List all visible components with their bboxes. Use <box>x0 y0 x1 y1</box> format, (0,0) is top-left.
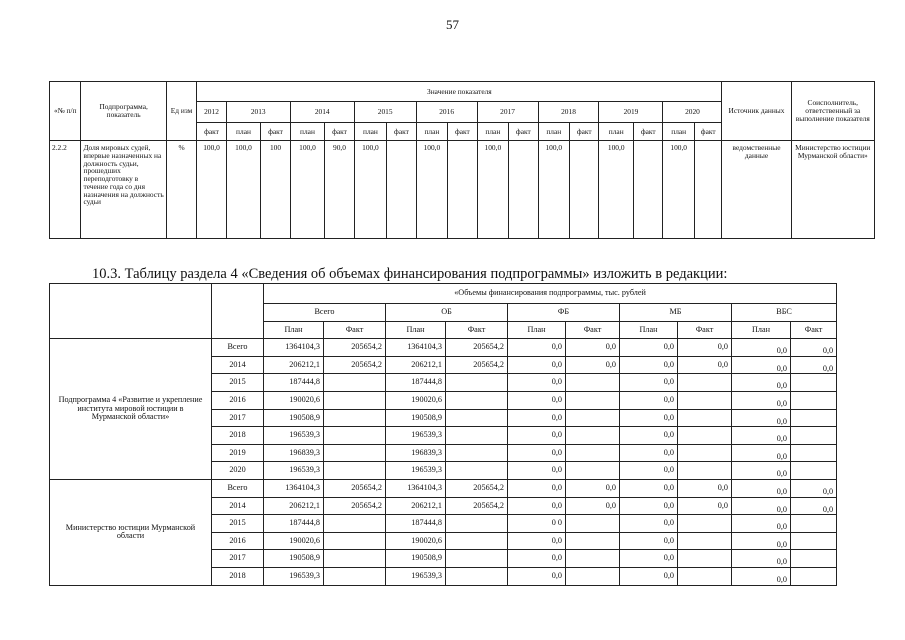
t2-value-cell: 0,0 <box>732 497 791 515</box>
t1-row-value <box>448 141 477 239</box>
t2-value-cell: 0,0 <box>508 339 566 357</box>
t1-fact: факт <box>694 123 722 141</box>
t2-value-cell: 0,0 <box>678 497 732 515</box>
t2-value-cell <box>566 462 620 480</box>
t1-row-value: 100,0 <box>226 141 261 239</box>
t2-value-cell: 190020,6 <box>264 391 324 409</box>
t1-row-value: 100,0 <box>416 141 447 239</box>
t1-fact: факт <box>387 123 416 141</box>
t2-value-cell: 0,0 <box>791 479 837 497</box>
t2-value-cell: 0,0 <box>678 479 732 497</box>
t2-value-cell <box>791 374 837 392</box>
t1-row-value: 90,0 <box>325 141 354 239</box>
t1-row-value: 100,0 <box>663 141 694 239</box>
t2-year-cell: 2016 <box>212 532 264 550</box>
t1-header-num: «№ п/п <box>50 82 81 141</box>
t2-value-cell <box>324 532 386 550</box>
t2-value-cell <box>324 409 386 427</box>
t2-value-cell <box>566 567 620 585</box>
t2-value-cell: 1364104,3 <box>386 339 446 357</box>
t2-year-cell: 2018 <box>212 567 264 585</box>
t2-value-cell: 0,0 <box>508 356 566 374</box>
t2-plan: План <box>264 321 324 339</box>
t2-value-cell <box>678 532 732 550</box>
t1-year: 2018 <box>538 102 599 123</box>
t1-row-executor: Министерство юстиции Мурманской области» <box>791 141 874 239</box>
t2-plan: План <box>386 321 446 339</box>
t2-corner-year <box>212 284 264 339</box>
t2-value-cell: 0,0 <box>732 567 791 585</box>
t2-value-cell: 0,0 <box>732 444 791 462</box>
t1-row-value: 100,0 <box>477 141 508 239</box>
t1-plan: план <box>477 123 508 141</box>
t2-value-cell <box>446 374 508 392</box>
t2-value-cell <box>678 409 732 427</box>
t2-group-mb: МБ <box>620 304 732 322</box>
t1-plan: план <box>663 123 694 141</box>
indicator-table <box>49 81 875 239</box>
t2-value-cell: 0,0 <box>791 497 837 515</box>
financing-table <box>49 283 837 586</box>
t2-value-cell <box>446 515 508 533</box>
t2-value-cell: 206212,1 <box>386 497 446 515</box>
t2-value-cell: 0,0 <box>732 356 791 374</box>
t1-row-unit: % <box>166 141 196 239</box>
t2-fact: Факт <box>566 321 620 339</box>
t1-row-value <box>387 141 416 239</box>
t2-value-cell: 0,0 <box>620 444 678 462</box>
t1-plan: план <box>354 123 387 141</box>
t2-value-cell <box>324 567 386 585</box>
t2-value-cell: 206212,1 <box>264 356 324 374</box>
t2-value-cell: 187444,8 <box>264 515 324 533</box>
t2-value-cell: 0,0 <box>791 356 837 374</box>
t2-value-cell <box>566 532 620 550</box>
t2-value-cell: 0,0 <box>508 391 566 409</box>
t1-row-value: 100,0 <box>599 141 634 239</box>
t2-value-cell: 0,0 <box>620 567 678 585</box>
t2-value-cell: 0,0 <box>620 427 678 445</box>
table-row <box>50 479 837 497</box>
t2-value-cell: 0,0 <box>508 462 566 480</box>
t2-value-cell: 0,0 <box>678 339 732 357</box>
t2-value-cell <box>566 515 620 533</box>
t2-value-cell: 0,0 <box>508 550 566 568</box>
t2-year-cell: 2020 <box>212 462 264 480</box>
t2-value-cell: 196539,3 <box>264 427 324 445</box>
t2-value-cell <box>324 462 386 480</box>
t2-year-cell: 2015 <box>212 515 264 533</box>
t2-value-cell: 187444,8 <box>386 374 446 392</box>
t2-value-cell: 196539,3 <box>264 462 324 480</box>
t2-group-total: Всего <box>264 304 386 322</box>
t2-value-cell <box>324 444 386 462</box>
t2-group-vbs: ВБС <box>732 304 837 322</box>
t2-block-name: Министерство юстиции Мурманской области <box>50 479 212 585</box>
t2-fact: Факт <box>791 321 837 339</box>
t2-value-cell: 196539,3 <box>386 427 446 445</box>
t2-plan: План <box>508 321 566 339</box>
t2-value-cell: 0,0 <box>508 374 566 392</box>
t2-fact: Факт <box>446 321 508 339</box>
t2-value-cell <box>566 374 620 392</box>
t1-row-value <box>694 141 722 239</box>
t2-value-cell: 190020,6 <box>264 532 324 550</box>
t2-value-cell <box>678 374 732 392</box>
t2-value-cell: 0,0 <box>508 497 566 515</box>
t2-value-cell: 0,0 <box>620 339 678 357</box>
t1-header-unit: Ед изм <box>166 82 196 141</box>
t2-value-cell: 190508,9 <box>386 550 446 568</box>
t2-value-cell: 0,0 <box>620 462 678 480</box>
t2-value-cell <box>678 427 732 445</box>
t2-value-cell: 196839,3 <box>386 444 446 462</box>
t1-row-value: 100,0 <box>290 141 325 239</box>
t2-year-cell: 2017 <box>212 409 264 427</box>
t2-value-cell: 190508,9 <box>264 409 324 427</box>
t2-value-cell: 1364104,3 <box>264 339 324 357</box>
t2-value-cell: 0,0 <box>508 532 566 550</box>
t2-value-cell: 196539,3 <box>264 567 324 585</box>
t2-value-cell: 0,0 <box>508 567 566 585</box>
t2-value-cell <box>678 567 732 585</box>
t2-value-cell: 0,0 <box>566 356 620 374</box>
t2-group-fb: ФБ <box>508 304 620 322</box>
t2-value-cell: 0,0 <box>732 479 791 497</box>
t2-value-cell: 187444,8 <box>264 374 324 392</box>
t2-value-cell: 0 0 <box>508 515 566 533</box>
t1-row-value <box>570 141 599 239</box>
t2-value-cell <box>791 567 837 585</box>
t1-row-value <box>634 141 663 239</box>
t2-value-cell: 0,0 <box>620 409 678 427</box>
t2-value-cell <box>566 391 620 409</box>
t2-value-cell <box>446 567 508 585</box>
t2-year-cell: 2018 <box>212 427 264 445</box>
t2-value-cell <box>678 550 732 568</box>
t2-year-cell: 2017 <box>212 550 264 568</box>
t1-plan: план <box>226 123 261 141</box>
t1-year: 2020 <box>663 102 722 123</box>
t2-value-cell: 0,0 <box>732 409 791 427</box>
t1-plan: план <box>538 123 569 141</box>
t2-value-cell <box>791 532 837 550</box>
t1-row-name: Доля мировых судей, впервые назначенных на должность судьи, прошедших переподготовку в течение года со дня назначения на должность судьи <box>81 141 166 239</box>
t2-value-cell <box>446 391 508 409</box>
t2-value-cell: 0,0 <box>732 374 791 392</box>
t2-year-cell: 2014 <box>212 356 264 374</box>
t1-fact: факт <box>448 123 477 141</box>
t2-value-cell <box>791 515 837 533</box>
t1-year: 2017 <box>477 102 538 123</box>
t2-value-cell: 205654,2 <box>324 497 386 515</box>
t2-value-cell: 0,0 <box>732 532 791 550</box>
t1-fact: факт <box>634 123 663 141</box>
t2-value-cell <box>791 550 837 568</box>
t2-value-cell: 0,0 <box>566 497 620 515</box>
t2-value-cell: 187444,8 <box>386 515 446 533</box>
t2-value-cell: 0,0 <box>508 409 566 427</box>
t2-value-cell <box>446 444 508 462</box>
table-row <box>50 339 837 357</box>
t2-value-cell: 196839,3 <box>264 444 324 462</box>
t1-row-value: 100,0 <box>538 141 569 239</box>
t2-year-cell: Всего <box>212 339 264 357</box>
section-heading: 10.3. Таблицу раздела 4 «Сведения об объемах финансирования подпрограммы» изложить в редакции: <box>92 266 728 282</box>
t2-value-cell <box>566 427 620 445</box>
t2-value-cell: 0,0 <box>732 427 791 445</box>
t2-block-name: Подпрограмма 4 «Развитие и укрепление института мировой юстиции в Мурманской области» <box>50 339 212 480</box>
t1-header-name: Подпрограмма, показатель <box>81 82 166 141</box>
t2-value-cell: 190020,6 <box>386 532 446 550</box>
t1-year: 2015 <box>354 102 416 123</box>
t2-value-cell: 205654,2 <box>324 356 386 374</box>
t2-value-cell: 0,0 <box>620 497 678 515</box>
t2-value-cell: 205654,2 <box>446 497 508 515</box>
t1-fact: факт <box>325 123 354 141</box>
t2-value-cell <box>446 550 508 568</box>
t1-year: 2019 <box>599 102 663 123</box>
t1-fact: факт <box>509 123 538 141</box>
t2-value-cell: 0,0 <box>732 391 791 409</box>
t2-value-cell: 205654,2 <box>446 479 508 497</box>
t2-value-cell: 1364104,3 <box>386 479 446 497</box>
t2-value-cell <box>446 532 508 550</box>
t2-value-cell: 0,0 <box>791 339 837 357</box>
t2-value-cell <box>446 462 508 480</box>
t2-value-cell: 206212,1 <box>386 356 446 374</box>
t1-year: 2014 <box>290 102 354 123</box>
t2-plan: План <box>732 321 791 339</box>
t1-header-source: Источник данных <box>722 82 791 141</box>
t2-value-cell <box>678 391 732 409</box>
t2-value-cell: 0,0 <box>620 391 678 409</box>
t1-year: 2016 <box>416 102 477 123</box>
t2-value-cell <box>566 550 620 568</box>
t1-row-num: 2.2.2 <box>50 141 81 239</box>
t2-value-cell <box>791 427 837 445</box>
t2-year-cell: Всего <box>212 479 264 497</box>
t2-value-cell: 0,0 <box>620 356 678 374</box>
t2-value-cell: 0,0 <box>732 339 791 357</box>
t2-value-cell <box>324 391 386 409</box>
t2-fact: Факт <box>678 321 732 339</box>
t2-value-cell: 0,0 <box>620 550 678 568</box>
t2-value-cell: 0,0 <box>732 515 791 533</box>
t2-value-cell: 205654,2 <box>324 339 386 357</box>
t2-value-cell: 0,0 <box>566 339 620 357</box>
t1-fact: факт <box>261 123 290 141</box>
t2-header-top: «Объемы финансирования подпрограммы, тыс. рублей <box>264 284 837 304</box>
t2-value-cell: 0,0 <box>620 532 678 550</box>
t2-value-cell <box>678 462 732 480</box>
t2-value-cell <box>324 550 386 568</box>
t1-row-value: 100,0 <box>354 141 387 239</box>
t2-value-cell: 190020,6 <box>386 391 446 409</box>
t1-row-value: 100,0 <box>197 141 226 239</box>
t2-group-ob: ОБ <box>386 304 508 322</box>
t2-value-cell: 0,0 <box>508 479 566 497</box>
t2-value-cell <box>446 427 508 445</box>
t2-value-cell: 0,0 <box>508 444 566 462</box>
t2-value-cell <box>324 515 386 533</box>
t1-fact: факт <box>197 123 226 141</box>
t2-value-cell <box>791 444 837 462</box>
t2-value-cell: 196539,3 <box>386 462 446 480</box>
t2-value-cell <box>678 515 732 533</box>
t2-value-cell: 0,0 <box>508 427 566 445</box>
t1-header-executor: Соисполнитель, ответственный за выполнение показателя <box>791 82 874 141</box>
t2-value-cell: 205654,2 <box>446 356 508 374</box>
t2-value-cell: 1364104,3 <box>264 479 324 497</box>
t2-year-cell: 2019 <box>212 444 264 462</box>
t1-plan: план <box>416 123 447 141</box>
page-number: 57 <box>446 17 459 32</box>
t2-value-cell <box>678 444 732 462</box>
t1-row-value <box>509 141 538 239</box>
t2-value-cell: 190508,9 <box>264 550 324 568</box>
t2-plan: План <box>620 321 678 339</box>
t1-row-source: ведомственные данные <box>722 141 791 239</box>
t2-value-cell <box>324 427 386 445</box>
t1-row-value: 100 <box>261 141 290 239</box>
t2-value-cell: 206212,1 <box>264 497 324 515</box>
t2-value-cell: 205654,2 <box>446 339 508 357</box>
t2-value-cell: 0,0 <box>566 479 620 497</box>
t2-value-cell: 0,0 <box>678 356 732 374</box>
t2-value-cell: 0,0 <box>732 550 791 568</box>
t1-plan: план <box>599 123 634 141</box>
t2-corner <box>50 284 212 339</box>
t2-year-cell: 2014 <box>212 497 264 515</box>
t2-value-cell <box>446 409 508 427</box>
t1-header-value: Значение показателя <box>197 82 722 102</box>
t2-value-cell: 0,0 <box>620 374 678 392</box>
t1-year: 2012 <box>197 102 226 123</box>
t2-value-cell: 196539,3 <box>386 567 446 585</box>
t2-value-cell: 0,0 <box>620 479 678 497</box>
t2-value-cell <box>566 444 620 462</box>
t1-plan: план <box>290 123 325 141</box>
t2-value-cell: 205654,2 <box>324 479 386 497</box>
t1-fact: факт <box>570 123 599 141</box>
t2-value-cell: 190508,9 <box>386 409 446 427</box>
t2-value-cell <box>324 374 386 392</box>
t2-year-cell: 2016 <box>212 391 264 409</box>
t1-year: 2013 <box>226 102 290 123</box>
t2-value-cell <box>791 409 837 427</box>
t2-value-cell <box>566 409 620 427</box>
t2-fact: Факт <box>324 321 386 339</box>
t2-value-cell <box>791 462 837 480</box>
t2-value-cell: 0,0 <box>620 515 678 533</box>
t2-value-cell: 0,0 <box>732 462 791 480</box>
t2-year-cell: 2015 <box>212 374 264 392</box>
t2-value-cell <box>791 391 837 409</box>
